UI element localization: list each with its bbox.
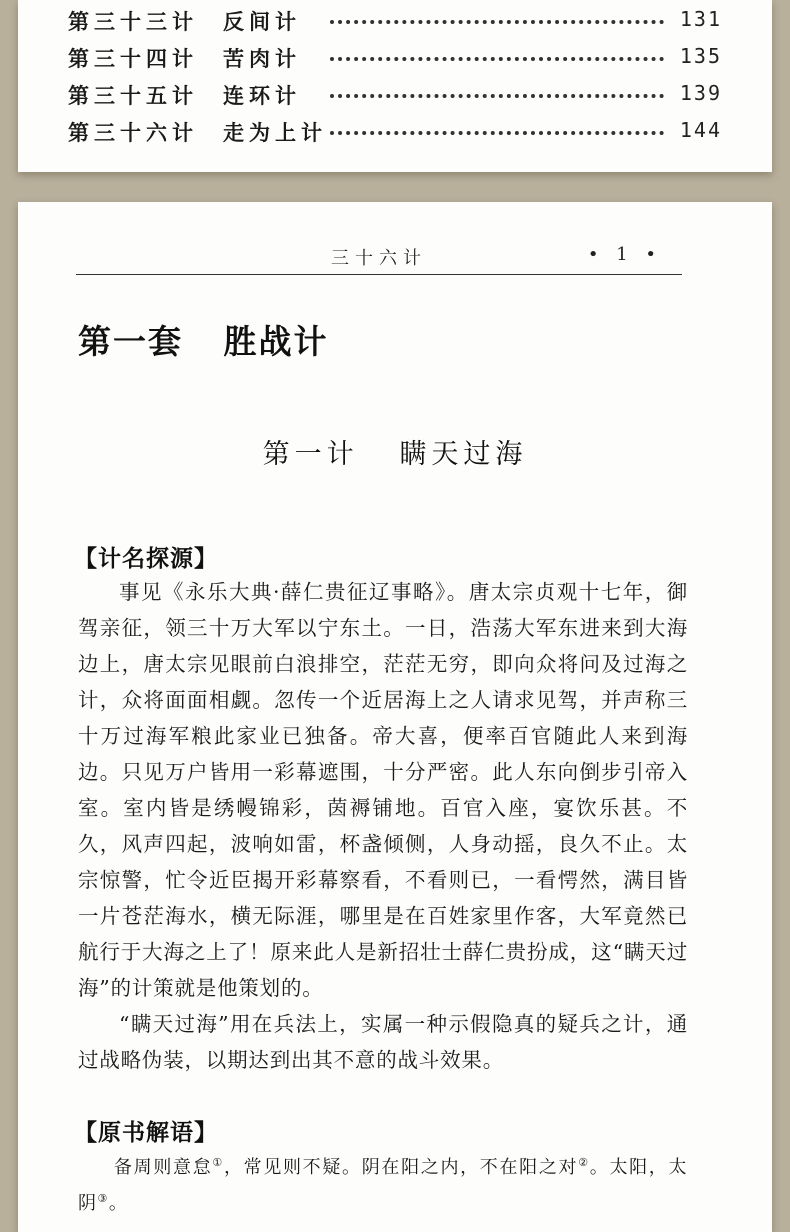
text-segment: 。太阳，太阴	[78, 1157, 688, 1214]
book-page	[18, 202, 772, 1232]
body-paragraph	[78, 1150, 688, 1222]
toc-page-number: 135	[679, 44, 722, 68]
toc-leader-dots	[330, 57, 664, 61]
toc-chapter-number: 第三十三计	[68, 10, 198, 34]
previous-page-toc	[18, 0, 772, 172]
toc-page-number: 131	[679, 7, 722, 31]
body-paragraph: “瞒天过海”用在兵法上，实属一种示假隐真的疑兵之计，通过战略伪装，以期达到出其不意的战斗效果。	[78, 1012, 688, 1072]
chapter-title: 第一计 瞒天过海	[262, 439, 528, 470]
section-heading: 【原书解语】	[74, 1120, 218, 1146]
section-body	[78, 574, 688, 1078]
page-number: • 1 •	[587, 244, 662, 265]
text-segment: 。	[108, 1193, 129, 1214]
footnote-marker[interactable]: ③	[97, 1192, 109, 1205]
toc-leader-dots	[330, 20, 664, 24]
toc-chapter-name: 连环计	[223, 84, 301, 108]
toc-leader-dots	[330, 131, 664, 135]
footnote-marker[interactable]: ②	[578, 1156, 590, 1169]
toc-chapter-name: 走为上计	[223, 121, 327, 145]
body-paragraph: 事见《永乐大典·薛仁贵征辽事略》。唐太宗贞观十七年，御驾亲征，领三十万大军以宁东土。一日，浩荡大军东进来到大海边上，唐太宗见眼前白浪排空，茫茫无穷，即向众将问及过海之计，众将面面相觑。忽传一个近居海上之人请求见驾，并声称三十万过海军粮此家业已独备。帝大喜，便率百官随此人来到海边。只见万户皆用一彩幕遮围，十分严密。此人东向倒步引帝入室。室内皆是绣幔锦彩，茵褥铺地。百官入座，宴饮乐甚。不久，风声四起，波响如雷，杯盏倾侧，人身动摇，良久不止。太宗惊警，忙令近臣揭开彩幕察看，不看则已，一看愕然，满目皆一片苍茫海水，横无际涯，哪里是在百姓家里作客，大军竟然已航行于大海之上了！原来此人是新招壮士薛仁贵扮成，这“瞒天过海”的计策就是他策划的。	[78, 580, 688, 1000]
footnote-marker[interactable]: ①	[212, 1156, 224, 1169]
toc-chapter-name: 反间计	[223, 10, 301, 34]
toc-row[interactable]	[68, 117, 722, 147]
part-title: 第一套 胜战计	[78, 322, 329, 361]
text-segment: ，常见则不疑。阴在阳之内，不在阳之对	[223, 1157, 579, 1178]
toc-row[interactable]	[68, 6, 722, 36]
section-body	[78, 1150, 688, 1222]
toc-chapter-number: 第三十六计	[68, 121, 198, 145]
toc-row[interactable]	[68, 43, 722, 73]
toc-chapter-name: 苦肉计	[223, 47, 301, 71]
running-header	[76, 244, 682, 275]
text-segment: 备周则意怠	[114, 1157, 213, 1178]
toc-chapter-number: 第三十四计	[68, 47, 198, 71]
section-heading: 【计名探源】	[74, 546, 218, 572]
toc-chapter-number: 第三十五计	[68, 84, 198, 108]
running-title: 三十六计	[331, 248, 427, 269]
toc-page-number: 144	[679, 118, 722, 142]
toc-row[interactable]	[68, 80, 722, 110]
toc-leader-dots	[330, 94, 664, 98]
toc-page-number: 139	[679, 81, 722, 105]
